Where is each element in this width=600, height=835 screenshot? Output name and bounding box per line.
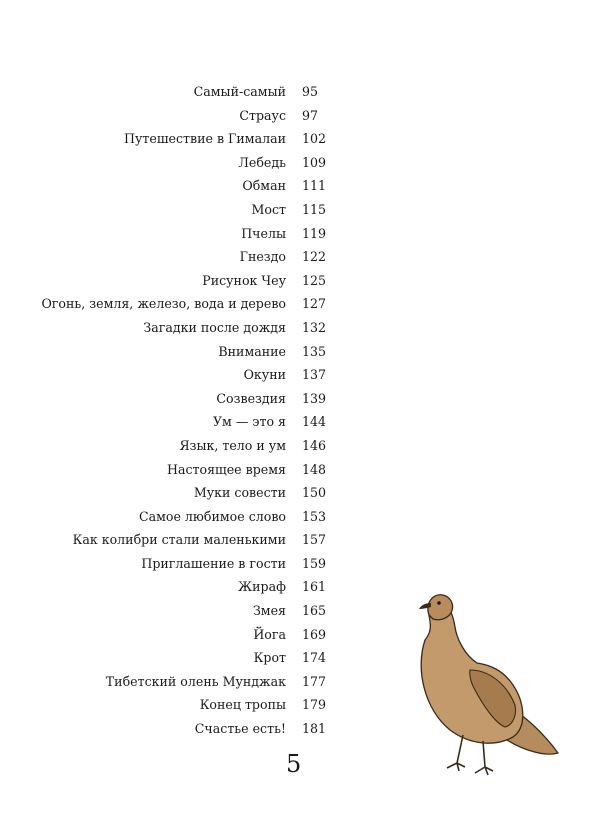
toc-entry	[0, 363, 600, 387]
toc-entry	[0, 316, 600, 340]
toc-entry	[0, 387, 600, 411]
toc-entry-title: Пчелы	[241, 225, 286, 241]
toc-entry-page: 161	[302, 579, 327, 595]
toc-entry-title: Крот	[253, 650, 286, 666]
toc-entry	[0, 292, 600, 316]
toc-entry-title: Ум — это я	[212, 414, 286, 430]
toc-entry-page: 157	[302, 532, 327, 548]
toc-entry-page: 174	[302, 650, 327, 666]
toc-entry-title: Конец тропы	[199, 697, 286, 713]
toc-entry	[0, 458, 600, 482]
toc-entry	[0, 434, 600, 458]
toc-entry-title: Окуни	[243, 367, 286, 383]
toc-entry-page: 102	[302, 131, 327, 147]
toc-entry-title: Самый-самый	[193, 84, 286, 99]
toc-entry-title: Обман	[242, 178, 286, 194]
toc-entry-title: Муки совести	[193, 485, 286, 501]
toc-entry-page: 97	[302, 107, 319, 123]
toc-entry-title: Страус	[239, 107, 286, 123]
toc-entry-title: Мост	[251, 201, 286, 217]
toc-entry-title: Путешествие в Гималаи	[124, 131, 286, 147]
toc-entry-page: 119	[302, 225, 327, 241]
toc-entry-page: 137	[302, 367, 327, 383]
toc-entry-title: Лебедь	[238, 154, 286, 170]
pigeon-leg-left	[447, 735, 465, 771]
toc-entry-page: 150	[302, 485, 327, 501]
toc-entry-page: 125	[302, 272, 327, 288]
pigeon-head	[428, 595, 453, 620]
toc-entry-page: 127	[302, 296, 327, 312]
toc-entry	[0, 198, 600, 222]
toc-entry-page: 109	[302, 154, 327, 170]
toc-entry-title: Созвездия	[216, 390, 286, 406]
toc-entry-page: 144	[302, 414, 327, 430]
toc-entry-page: 148	[302, 461, 327, 477]
toc-entry-title: Тибетский олень Мунджак	[105, 673, 286, 689]
pigeon-leg-right	[475, 741, 493, 775]
toc-entry-page: 135	[302, 343, 327, 359]
toc-entry-title: Настоящее время	[166, 461, 286, 477]
toc-entry-page: 153	[302, 508, 327, 524]
toc-entry	[0, 151, 600, 175]
toc-entry	[0, 505, 600, 529]
toc-entry-title: Жираф	[238, 579, 286, 595]
toc-entry-title: Йога	[253, 626, 286, 642]
toc-entry-page: 169	[302, 626, 327, 642]
toc-entry	[0, 104, 600, 128]
toc-entry-page: 111	[302, 178, 327, 194]
toc-entry-page: 122	[302, 249, 327, 265]
toc-entry	[0, 340, 600, 364]
toc-entry-title: Язык, тело и ум	[179, 437, 286, 453]
toc-entry-page: 159	[302, 555, 327, 571]
toc-entry	[0, 174, 600, 198]
toc-entry	[0, 528, 600, 552]
toc-entry-title: Загадки после дождя	[143, 319, 286, 335]
toc-entry-page: 165	[302, 603, 327, 619]
toc-entry-title: Как колибри стали маленькими	[72, 532, 286, 548]
toc-entry	[0, 127, 600, 151]
pigeon-illustration	[395, 585, 565, 785]
toc-entry-page: 177	[302, 673, 327, 689]
pigeon-eye	[437, 601, 441, 605]
toc-entry-page: 95	[302, 84, 319, 99]
toc-entry-page: 132	[302, 319, 327, 335]
toc-entry-page: 139	[302, 390, 327, 406]
toc-entry-title: Счастье есть!	[194, 721, 286, 737]
toc-entry-title: Рисунок Чеу	[202, 272, 286, 288]
toc-entry-page: 115	[302, 201, 327, 217]
toc-entry-title: Внимание	[218, 343, 286, 359]
toc-entry-title: Гнездо	[239, 249, 286, 265]
toc-entry	[0, 80, 600, 104]
page-number: 5	[286, 750, 302, 778]
toc-entry	[0, 410, 600, 434]
toc-entry	[0, 481, 600, 505]
toc-entry-title: Змея	[252, 603, 286, 619]
toc-entry-title: Огонь, земля, железо, вода и дерево	[41, 296, 286, 312]
toc-entry	[0, 245, 600, 269]
toc-entry	[0, 269, 600, 293]
toc-entry-page: 179	[302, 697, 327, 713]
toc-entry-page: 146	[302, 437, 327, 453]
toc-entry-page: 181	[302, 721, 327, 737]
toc-entry-title: Самое любимое слово	[138, 508, 286, 524]
toc-entry-title: Приглашение в гости	[141, 555, 286, 571]
toc-entry	[0, 552, 600, 576]
toc-entry	[0, 222, 600, 246]
